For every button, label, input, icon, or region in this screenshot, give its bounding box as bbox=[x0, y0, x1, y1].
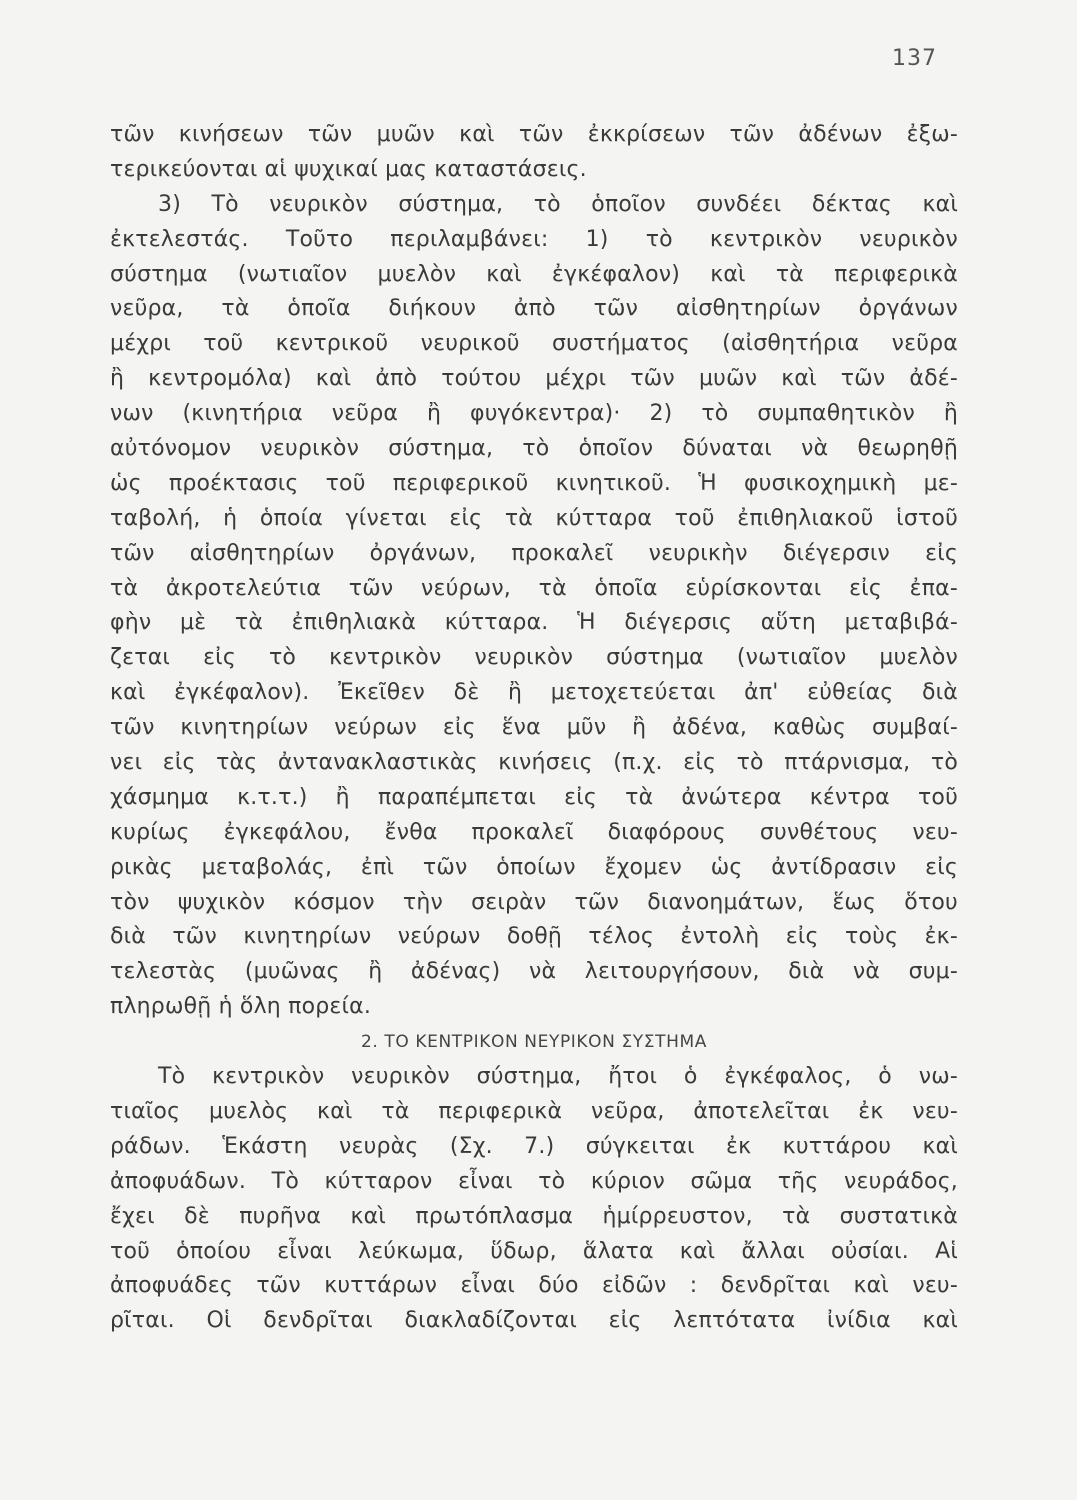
text-line: ταβολή, ἡ ὁποία γίνεται εἰς τὰ κύτταρα τοῦ ἐπιθηλιακοῦ ἱστοῦ bbox=[110, 505, 958, 531]
text-line: Τὸ κεντρικὸν νευρικὸν σύστημα, ἤτοι ὁ ἐγκέφαλος, ὁ νω- bbox=[158, 1064, 958, 1090]
text-line: ἢ κεντρομόλα) καὶ ἀπὸ τούτου μέχρι τῶν μυῶν καὶ τῶν ἀδέ- bbox=[110, 366, 958, 392]
section-heading: 2. ΤΟ ΚΕΝΤΡΙΚΟΝ ΝΕΥΡΙΚΟΝ ΣΥΣΤΗΜΑ bbox=[361, 1032, 707, 1053]
text-line: νεῦρα, τὰ ὁποῖα διήκουν ἀπὸ τῶν αἰσθητηρίων ὀργάνων bbox=[110, 296, 958, 322]
text-line: τελεστὰς (μυῶνας ἢ ἀδένας) νὰ λειτουργήσουν, διὰ νὰ συμ- bbox=[110, 959, 958, 985]
text-line: ἀποφυάδες τῶν κυττάρων εἶναι δύο εἰδῶν : δενδρῖται καὶ νευ- bbox=[110, 1273, 958, 1299]
text-line: τὸν ψυχικὸν κόσμον τὴν σειρὰν τῶν διανοημάτων, ἕως ὅτου bbox=[110, 889, 958, 915]
text-line: ρικὰς μεταβολάς, ἐπὶ τῶν ὁποίων ἔχομεν ὡς ἀντίδρασιν εἰς bbox=[110, 854, 958, 880]
text-line: χάσμημα κ.τ.τ.) ἢ παραπέμπεται εἰς τὰ ἀνώτερα κέντρα τοῦ bbox=[110, 784, 958, 810]
text-line: ζεται εἰς τὸ κεντρικὸν νευρικὸν σύστημα (νωτιαῖον μυελὸν bbox=[110, 645, 958, 671]
page-number: 137 bbox=[892, 46, 937, 71]
text-line: ἀποφυάδων. Τὸ κύτταρον εἶναι τὸ κύριον σῶμα τῆς νευράδος, bbox=[110, 1168, 958, 1194]
text-line: ὡς προέκτασις τοῦ περιφερικοῦ κινητικοῦ. Ἡ φυσικοχημικὴ με- bbox=[110, 470, 958, 496]
body-text bbox=[110, 118, 958, 1339]
text-line: ἔχει δὲ πυρῆνα καὶ πρωτόπλασμα ἡμίρρευστον, τὰ συστατικὰ bbox=[110, 1203, 958, 1229]
text-line: σύστημα (νωτιαῖον μυελὸν καὶ ἐγκέφαλον) καὶ τὰ περιφερικὰ bbox=[110, 261, 958, 287]
text-line: φὴν μὲ τὰ ἐπιθηλιακὰ κύτταρα. Ἡ διέγερσις αὕτη μεταβιβά- bbox=[110, 610, 958, 636]
text-line: καὶ ἐγκέφαλον). Ἐκεῖθεν δὲ ἢ μετοχετεύεται ἀπ' εὐθείας διὰ bbox=[110, 680, 958, 706]
text-line: τιαῖος μυελὸς καὶ τὰ περιφερικὰ νεῦρα, ἀποτελεῖται ἐκ νευ- bbox=[110, 1098, 958, 1124]
text-line: τὰ ἀκροτελεύτια τῶν νεύρων, τὰ ὁποῖα εὑρίσκονται εἰς ἐπα- bbox=[110, 575, 958, 601]
text-line: ἐκτελεστάς. Τοῦτο περιλαμβάνει: 1) τὸ κεντρικὸν νευρικὸν bbox=[110, 226, 958, 252]
text-line: ρῖται. Οἱ δενδρῖται διακλαδίζονται εἰς λεπτότατα ἰνίδια καὶ bbox=[110, 1308, 958, 1334]
text-line: τῶν κινήσεων τῶν μυῶν καὶ τῶν ἐκκρίσεων τῶν ἀδένων ἐξω- bbox=[110, 122, 958, 147]
text-line: μέχρι τοῦ κεντρικοῦ νευρικοῦ συστήματος (αἰσθητήρια νεῦρα bbox=[110, 331, 958, 357]
text-line: αὐτόνομον νευρικὸν σύστημα, τὸ ὁποῖον δύναται νὰ θεωρηθῇ bbox=[110, 436, 958, 462]
text-line: τοῦ ὁποίου εἶναι λεύκωμα, ὕδωρ, ἅλατα καὶ ἄλλαι οὐσίαι. Αἱ bbox=[110, 1238, 958, 1264]
text-line: διὰ τῶν κινητηρίων νεύρων δοθῇ τέλος ἐντολὴ εἰς τοὺς ἐκ- bbox=[110, 924, 958, 950]
text-line: τῶν αἰσθητηρίων ὀργάνων, προκαλεῖ νευρικὴν διέγερσιν εἰς bbox=[110, 540, 958, 566]
text-line: τῶν κινητηρίων νεύρων εἰς ἕνα μῦν ἢ ἀδένα, καθὼς συμβαί- bbox=[110, 715, 958, 741]
text-line: τερικεύονται αἱ ψυχικαί μας καταστάσεις. bbox=[110, 156, 587, 182]
text-line: κυρίως ἐγκεφάλου, ἔνθα προκαλεῖ διαφόρους συνθέτους νευ- bbox=[110, 819, 958, 845]
text-line: 3) Τὸ νευρικὸν σύστημα, τὸ ὁποῖον συνδέει δέκτας καὶ bbox=[158, 191, 958, 217]
text-line: νει εἰς τὰς ἀντανακλαστικὰς κινήσεις (π.χ. εἰς τὸ πτάρνισμα, τὸ bbox=[110, 750, 958, 776]
text-line: νων (κινητήρια νεῦρα ἢ φυγόκεντρα)· 2) τὸ συμπαθητικὸν ἢ bbox=[110, 401, 958, 427]
text-line: πληρωθῇ ἡ ὅλη πορεία. bbox=[110, 994, 372, 1020]
text-line: ράδων. Ἑκάστη νευρὰς (Σχ. 7.) σύγκειται ἐκ κυττάρου καὶ bbox=[110, 1133, 958, 1159]
